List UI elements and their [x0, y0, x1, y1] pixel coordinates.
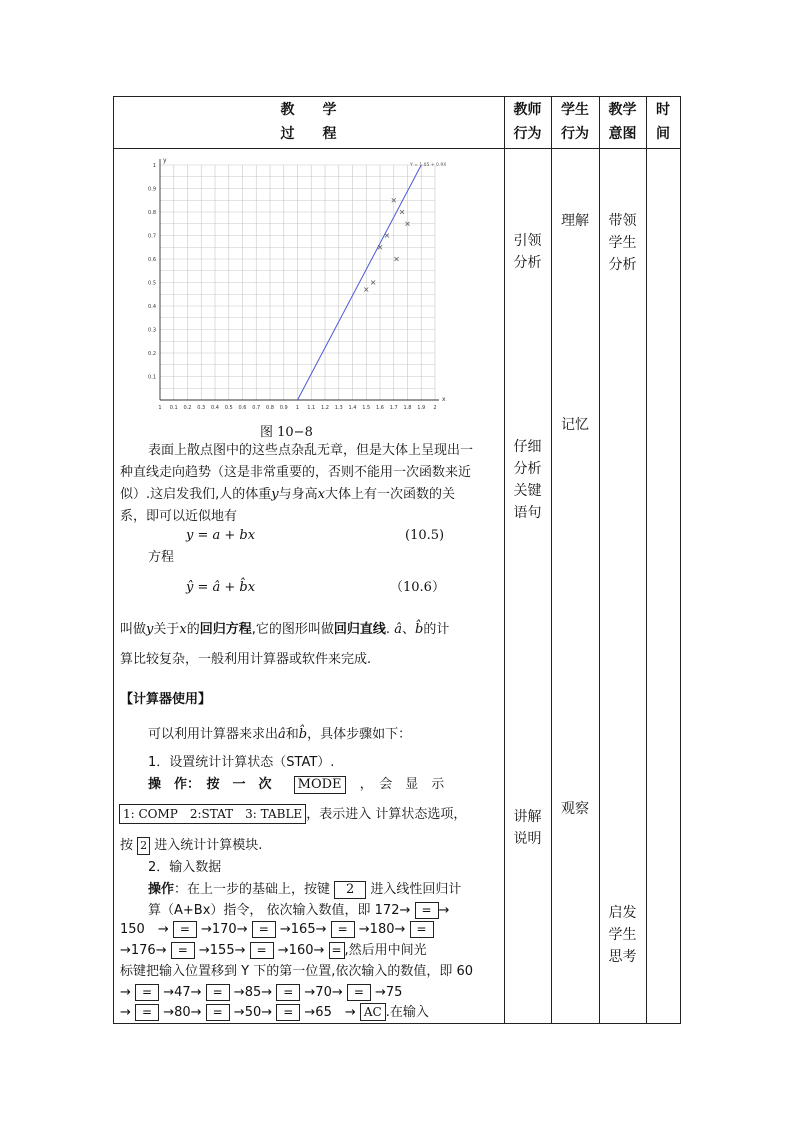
x-tick-label: 0.2 [183, 405, 192, 411]
header-student-2: 行为 [561, 126, 589, 142]
header-student-1: 学生 [561, 102, 589, 118]
y-tick-label: 0.4 [148, 304, 156, 310]
step2-title: 2．输入数据 [148, 860, 222, 875]
label-fangcheng: 方程 [148, 550, 175, 565]
figure-caption: 图 10−8 [260, 425, 313, 440]
input-row-7: → = →80→ = →50→ = →65 → AC .在输入 [120, 1005, 429, 1020]
equals-key: = [206, 1004, 230, 1021]
equation-10-6-number: （10.6） [390, 580, 445, 595]
teacher-action-1: 引领 分析 [513, 233, 542, 271]
x-axis-label: x [442, 396, 446, 403]
regression-line-label: Y = 1.05 + 0.9X [410, 163, 447, 168]
equals-key: = [135, 1004, 159, 1021]
menu-display-box: 1: COMP 2:STAT 3: TABLE [119, 804, 306, 824]
mode-key: MODE [294, 776, 346, 794]
equals-key: = [347, 984, 371, 1001]
x-tick-label: 0.7 [252, 405, 261, 411]
y-tick-label: 0.5 [148, 280, 156, 287]
scatter-chart [145, 155, 450, 420]
step2-op-line1: 操作：在上一步的基础上，按键 2 进入线性回归计 [148, 882, 462, 897]
header-intent-2: 意图 [608, 126, 637, 142]
equation-10-5-number: (10.5) [405, 528, 445, 543]
para2-line1: 叫做y关于x的回归方程,它的图形叫做回归直线. â、b̂的计 [120, 622, 450, 637]
para2-line2: 算比较复杂，一般利用计算器或软件来完成. [120, 652, 372, 667]
student-action-3: 观察 [561, 801, 589, 817]
y-tick-label: 0.7 [148, 233, 156, 240]
y-tick-label: 0.6 [148, 257, 156, 263]
equals-key: = [276, 1004, 300, 1021]
chart-marks [160, 159, 439, 400]
y-tick-label: 0.1 [148, 374, 156, 381]
y-tick-label: 0.9 [148, 186, 156, 193]
x-tick-label: 0.3 [197, 405, 206, 411]
equals-key: = [331, 921, 355, 938]
header-teacher-2: 行为 [513, 126, 542, 142]
intent-2: 启发 学生 思考 [608, 905, 637, 965]
step1-title: 1．设置统计计算状态（STAT）. [148, 755, 335, 770]
x-tick-label: 0.4 [211, 405, 219, 411]
equals-key: = [206, 984, 230, 1001]
input-row-4: →176→ = →155→ = →160→ = ,然后用中间光 [120, 943, 427, 958]
key-2-step2: 2 [334, 881, 366, 899]
header-time-1: 时 [656, 102, 670, 118]
x-tick-label: 1.3 [334, 405, 343, 411]
x-tick-label: 0.5 [224, 405, 233, 411]
ac-key: AC [360, 1003, 386, 1021]
equals-key: = [171, 942, 195, 959]
x-tick-label: 0.9 [279, 405, 288, 411]
header-time-2: 间 [656, 126, 670, 142]
equals-key: = [252, 921, 276, 938]
y-tick-label: 0.2 [148, 351, 156, 357]
y-tick-label: 1 [152, 163, 156, 169]
equals-key: = [276, 984, 300, 1001]
x-tick-label: 1.8 [403, 405, 412, 411]
y-axis-label: y [163, 157, 167, 164]
header-process-line1: 教 学 [280, 102, 337, 118]
student-action-1: 理解 [561, 213, 589, 229]
equals-key: = [410, 921, 434, 938]
key-2-box: 2 [137, 837, 150, 855]
x-tick-label: 1.7 [389, 405, 398, 411]
x-tick-label: 0.8 [266, 405, 274, 411]
x-tick-label: 1.4 [348, 405, 357, 411]
para1-line1: 表面上散点图中的这些点杂乱无章，但是大体上呈现出一 [148, 443, 474, 458]
step2-op-line2: 算（A+Bx）指令， 依次输入数值，即 172→ = → [148, 903, 450, 918]
step1-operation: 操 作： 按 一 次 MODE ， 会 显 示 [148, 777, 445, 792]
equation-10-5: y = a + bx [186, 528, 256, 543]
x-tick-label: 1 [295, 405, 300, 411]
teacher-action-3: 讲解 说明 [513, 809, 542, 847]
x-tick-label: 2 [433, 405, 437, 411]
equals-key: = [329, 942, 345, 959]
x-tick-label: 1.2 [321, 405, 329, 411]
input-row-3: 150 → = →170→ = →165→ = →180→ = [120, 920, 434, 940]
input-row-5: 标键把输入位置移到 Y 下的第一位置,依次输入的数值，即 60 [120, 964, 474, 979]
x-tick-label: 0.6 [238, 405, 247, 411]
equals-key: = [135, 984, 159, 1001]
equals-key: = [173, 921, 197, 938]
step1-press: 按 2 进入统计计算模块. [120, 838, 263, 853]
x-tick-label: 0.1 [169, 405, 178, 411]
header-intent-1: 教学 [608, 102, 637, 118]
equals-key: = [250, 942, 274, 959]
para1-line3: 似）.这启发我们,人的体重y与身高x大体上有一次函数的关 [120, 487, 455, 502]
equation-10-6: ŷ = â + b̂x [186, 580, 256, 595]
header-process-line2: 过 程 [280, 126, 337, 142]
teacher-action-2: 仔细 分析 关键 语句 [513, 439, 542, 521]
x-tick-label: 1.1 [307, 405, 316, 411]
para1-line4: 系，即可以近似地有 [120, 509, 238, 524]
header-teacher-1: 教师 [513, 102, 542, 118]
x-tick-label: 1 [158, 405, 162, 411]
steps-intro: 可以利用计算器来求出â和b̂，具体步骤如下： [148, 727, 412, 742]
y-tick-label: 0.8 [148, 210, 156, 216]
equals-key: = [415, 902, 439, 919]
student-action-2: 记忆 [561, 417, 589, 433]
x-tick-label: 1.6 [376, 405, 384, 411]
x-tick-label: 1.5 [362, 405, 371, 411]
y-tick-label: 0.3 [148, 327, 156, 334]
step1-menu: 1: COMP 2:STAT 3: TABLE ，表示进入 计算状态选项， [119, 804, 466, 825]
x-tick-label: 1.9 [417, 405, 426, 411]
input-row-6: → = →47→ = →85→ = →70→ = →75 [120, 985, 403, 1000]
section-title: 【计算器使用】 [120, 692, 212, 707]
para1-line2: 种直线走向趋势（这是非常重要的，否则不能用一次函数来近 [120, 465, 472, 480]
intent-1: 带领 学生 分析 [608, 213, 637, 273]
